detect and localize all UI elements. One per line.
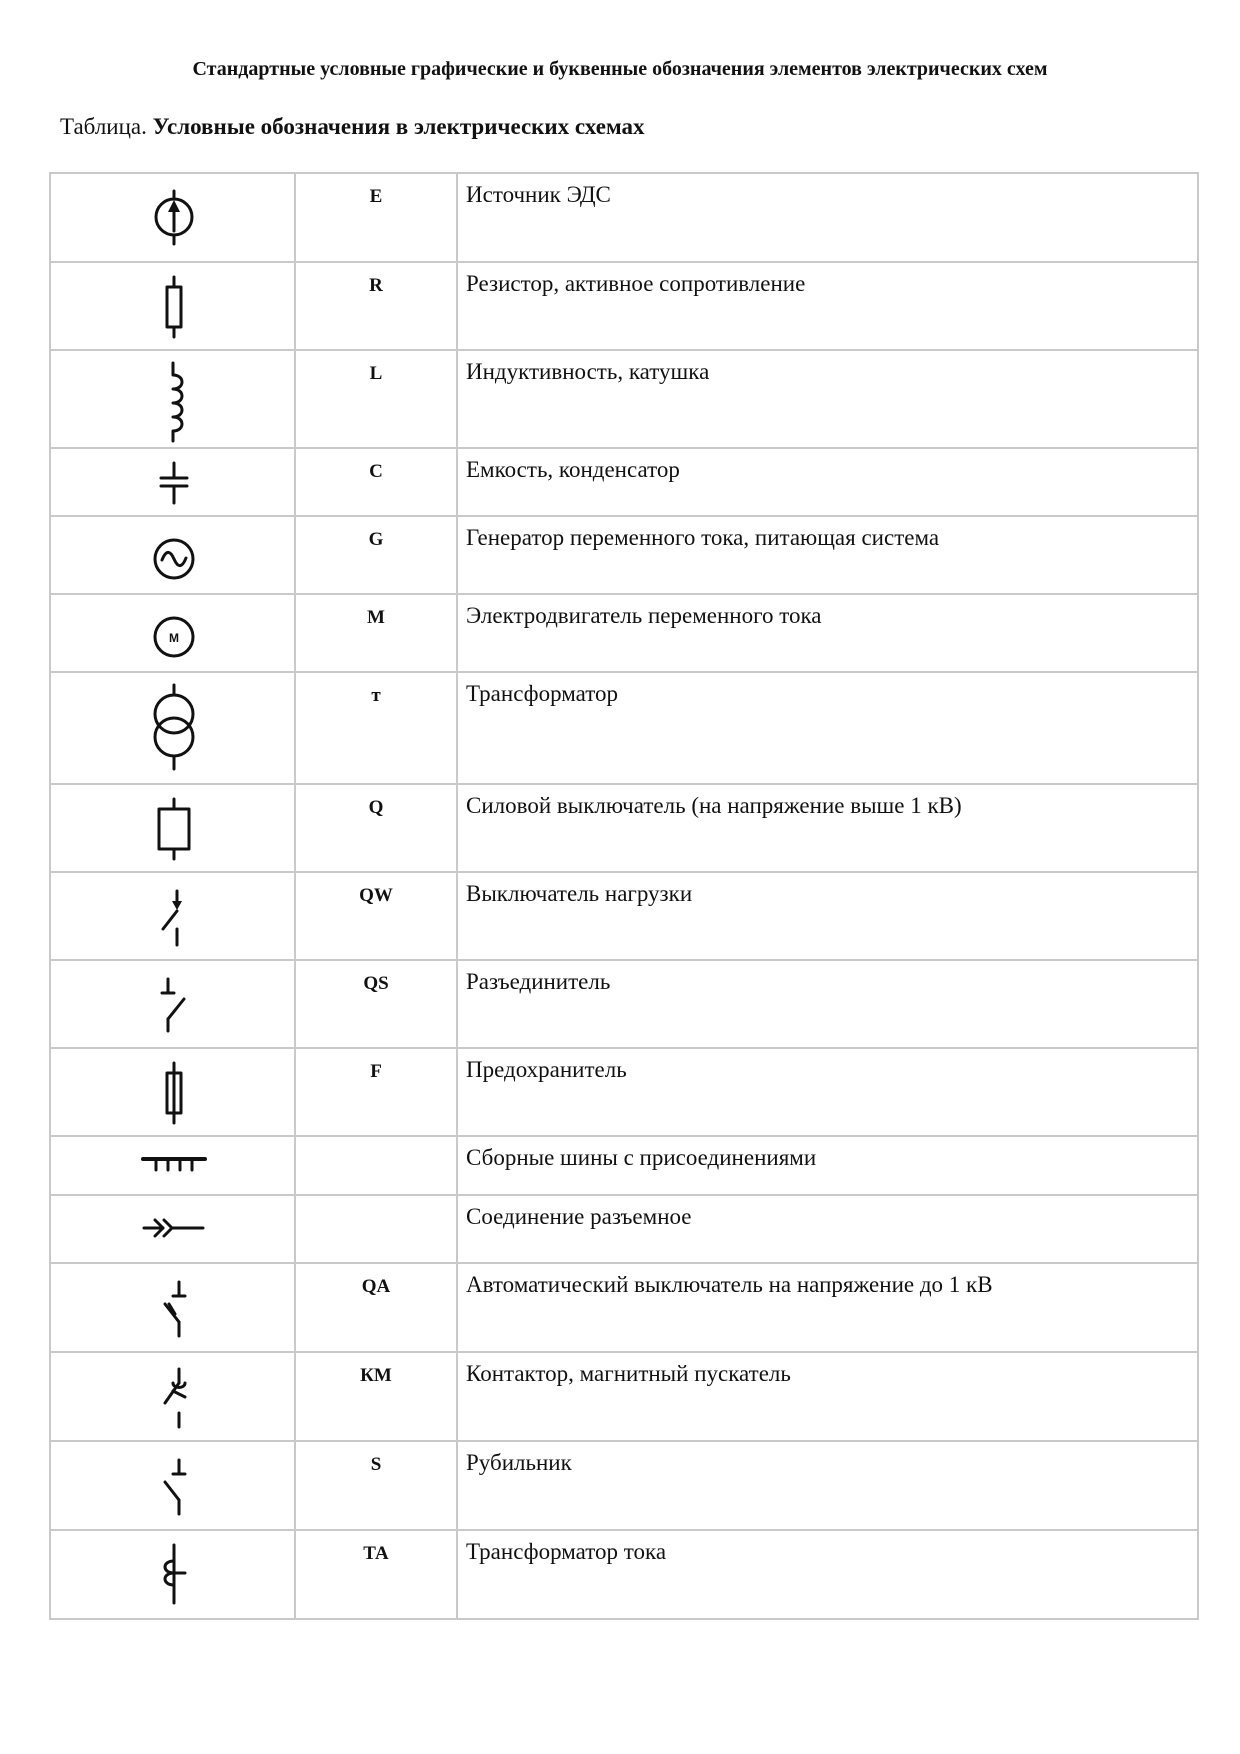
symbol-cell <box>50 1530 295 1619</box>
motor-icon <box>51 595 294 671</box>
symbol-cell <box>50 448 295 516</box>
table-row <box>50 448 1198 516</box>
table-row <box>50 872 1198 960</box>
description-cell: Индуктивность, катушка <box>457 350 1198 448</box>
description-cell: Источник ЭДС <box>457 173 1198 262</box>
automatic-breaker-icon <box>51 1264 294 1351</box>
table-row <box>50 173 1198 262</box>
disconnector-icon <box>51 961 294 1047</box>
contactor-icon <box>51 1353 294 1440</box>
symbol-cell <box>50 262 295 350</box>
ac-generator-icon <box>51 517 294 593</box>
symbol-cell <box>50 784 295 872</box>
symbol-cell <box>50 1352 295 1441</box>
symbol-cell <box>50 872 295 960</box>
code-cell: КМ <box>295 1352 457 1441</box>
resistor-icon <box>51 263 294 349</box>
symbol-cell <box>50 1048 295 1136</box>
capacitor-icon <box>51 449 294 515</box>
description-cell: Выключатель нагрузки <box>457 872 1198 960</box>
symbol-cell <box>50 1263 295 1352</box>
motor-icon-label: M <box>169 631 179 645</box>
table-row <box>50 350 1198 448</box>
code-cell: S <box>295 1441 457 1530</box>
table-row <box>50 1352 1198 1441</box>
table-row <box>50 960 1198 1048</box>
caption-title: Условные обозначения в электрических схемах <box>152 114 645 139</box>
description-cell: Трансформатор <box>457 672 1198 784</box>
description-cell: Разъединитель <box>457 960 1198 1048</box>
code-cell: Q <box>295 784 457 872</box>
code-cell: M <box>295 594 457 672</box>
description-cell: Генератор переменного тока, питающая система <box>457 516 1198 594</box>
symbol-cell <box>50 960 295 1048</box>
table-row <box>50 784 1198 872</box>
symbol-cell <box>50 672 295 784</box>
description-cell: Предохранитель <box>457 1048 1198 1136</box>
busbar-icon <box>51 1137 294 1194</box>
description-cell: Контактор, магнитный пускатель <box>457 1352 1198 1441</box>
symbol-cell <box>50 516 295 594</box>
table-caption <box>60 114 644 140</box>
description-cell: Рубильник <box>457 1441 1198 1530</box>
table-row <box>50 1048 1198 1136</box>
code-cell: G <box>295 516 457 594</box>
plug-connector-icon <box>51 1196 294 1262</box>
symbol-cell <box>50 1136 295 1195</box>
caption-prefix: Таблица. <box>60 114 153 139</box>
table-row <box>50 516 1198 594</box>
code-cell: E <box>295 173 457 262</box>
table-row <box>50 1441 1198 1530</box>
description-cell: Емкость, конденсатор <box>457 448 1198 516</box>
inductor-icon <box>51 351 294 447</box>
table-row <box>50 594 1198 672</box>
emf-source-icon <box>51 174 294 261</box>
code-cell: ТА <box>295 1530 457 1619</box>
fuse-icon <box>51 1049 294 1135</box>
description-cell: Соединение разъемное <box>457 1195 1198 1263</box>
description-cell: Трансформатор тока <box>457 1530 1198 1619</box>
symbol-cell <box>50 173 295 262</box>
description-cell: Сборные шины с присоединениями <box>457 1136 1198 1195</box>
table-row <box>50 1136 1198 1195</box>
symbol-cell <box>50 1195 295 1263</box>
circuit-breaker-icon <box>51 785 294 871</box>
description-cell: Силовой выключатель (на напряжение выше 1 кВ) <box>457 784 1198 872</box>
transformer-icon <box>51 673 294 783</box>
table-row <box>50 1195 1198 1263</box>
symbol-cell <box>50 350 295 448</box>
code-cell: C <box>295 448 457 516</box>
symbol-cell <box>50 594 295 672</box>
current-transformer-icon <box>51 1531 294 1618</box>
code-cell: QS <box>295 960 457 1048</box>
description-cell: Резистор, активное сопротивление <box>457 262 1198 350</box>
knife-switch-icon <box>51 1442 294 1529</box>
code-cell <box>295 1136 457 1195</box>
table-row <box>50 672 1198 784</box>
document-title: Стандартные условные графические и буквенные обозначения элементов электрических схем <box>192 58 1048 80</box>
code-cell: L <box>295 350 457 448</box>
symbols-table <box>49 172 1199 1620</box>
description-cell: Автоматический выключатель на напряжение до 1 кВ <box>457 1263 1198 1352</box>
code-cell <box>295 1195 457 1263</box>
table-row <box>50 262 1198 350</box>
table-row <box>50 1263 1198 1352</box>
code-cell: R <box>295 262 457 350</box>
load-switch-icon <box>51 873 294 959</box>
description-cell: Электродвигатель переменного тока <box>457 594 1198 672</box>
symbol-cell <box>50 1441 295 1530</box>
code-cell: F <box>295 1048 457 1136</box>
code-cell: т <box>295 672 457 784</box>
code-cell: QA <box>295 1263 457 1352</box>
table-row <box>50 1530 1198 1619</box>
code-cell: QW <box>295 872 457 960</box>
